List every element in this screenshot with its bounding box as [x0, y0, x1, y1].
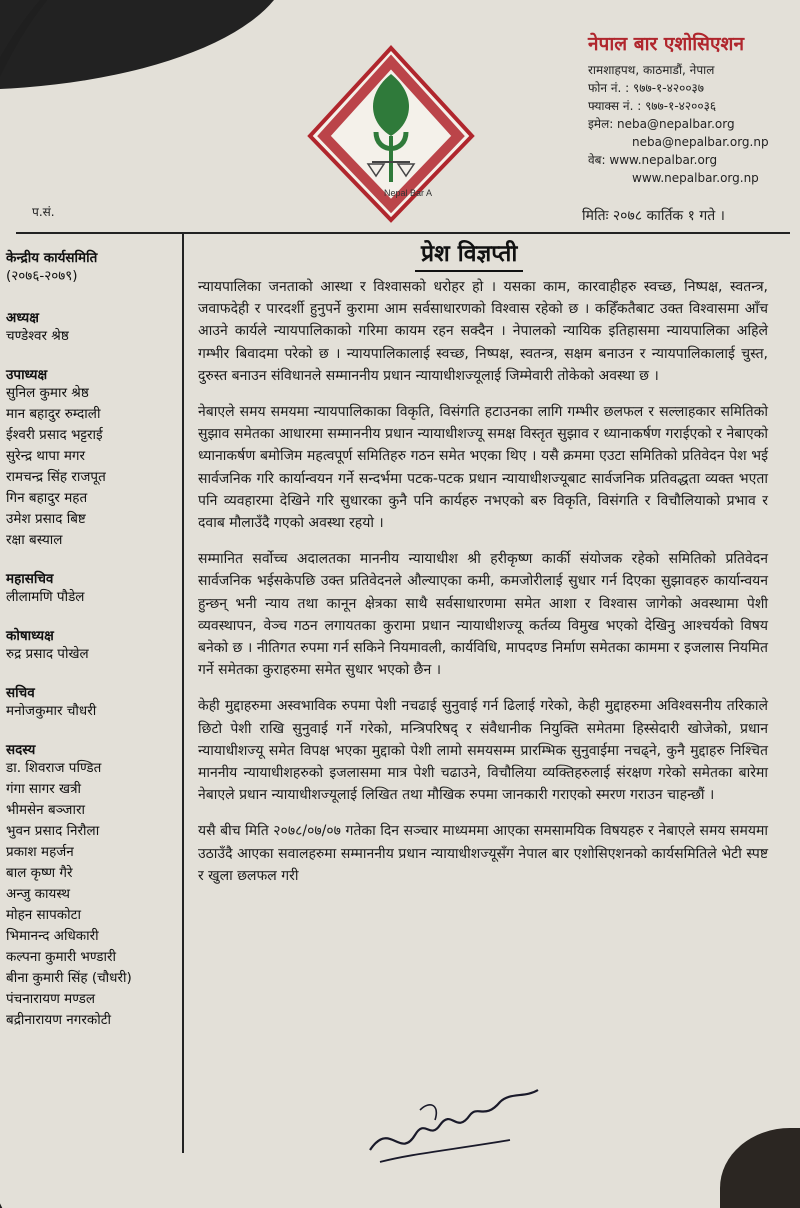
member-name: गंगा सागर खत्री — [6, 781, 82, 797]
member-name: डा. शिवराज पण्डित — [6, 760, 102, 776]
body-paragraph: नेबाएले समय समयमा न्यायपालिकाका विकृति, विसंगति हटाउनका लागि गम्भीर छलफल र सल्लाहकार समितिको सुझाव समेतका आधारमा सम्माननीय प्रधान न्यायाधीशज्यू समक्ष विस्तृत सुझाव र ध्यानाकर्षण गराईएको र नेबाएको ध्यानाकर्षण बमोजिम महत्वपूर्ण समितिहरु गठन समेत भएका थिए । यसै क्रममा एउटा समितिको प्रतिवेदन पेश भई सार्वजनिक गरि कार्यान्वयन गर्ने सन्दर्भमा पटक-पटक प्रधान न्यायाधीशज्यूबाट सार्वजनिक प्रतिवद्धता व्यक्त भएता पनि व्यवहारमा देखिने गरि सुधारका कुनै पनि कार्यहरु नभएको बरु विकृति, विसंगति र विचौलियाको प्रभाव र दवाब मौलाउँदै गएको अवस्था रहयो । — [198, 404, 768, 532]
org-phone: फोन नं. : ९७७-१-४२००३७ — [588, 81, 705, 95]
body-paragraph: न्यायपालिका जनताको आस्था र विश्वासको धरोहर हो । यसका काम, कारवाहीहरु स्वच्छ, निष्पक्ष, स्वतन्त्र, जवाफदेही र पारदर्शी हुनुपर्ने कुरामा आम सर्वसाधारणको विश्वास रहेको छ । कहिँकतैबाट उक्त विश्वासमा आँच आउने कार्यले न्यायपालिकाको गरिमा कायम रहन सक्दैन । नेपालको न्यायिक इतिहासमा न्यायपालिका अहिले गम्भीर बिवादमा परेको छ । न्यायपालिकालाई स्वच्छ, निष्पक्ष, स्वतन्त्र, सक्षम बनाउन र न्यायपालिकालाई चुस्त, दुरुस्त बनाउन संविधानले सम्माननीय प्रधान न्यायाधीशज्यूलाई जिम्मेवारी तोकेको अवस्था छ । — [198, 279, 768, 384]
treasurer-group — [6, 626, 181, 665]
member-name: मोहन सापकोटा — [6, 907, 81, 923]
member-name: अन्जु कायस्थ — [6, 886, 70, 902]
org-website: वेब: www.nepalbar.org — [588, 153, 718, 167]
chair-label: अध्यक्ष — [6, 310, 39, 326]
letterhead — [588, 30, 788, 188]
press-release-body — [198, 276, 768, 901]
vice-chair-label: उपाध्यक्ष — [6, 367, 48, 383]
vice-chair-group — [6, 365, 181, 551]
org-email-alt: neba@nepalbar.org.np — [632, 135, 769, 149]
secretary-group — [6, 683, 181, 722]
secretary-label: सचिव — [6, 685, 35, 701]
letter-date: मितिः २०७८ कार्तिक १ गते । — [582, 208, 725, 224]
member-name: भुवन प्रसाद निरौला — [6, 823, 100, 839]
vice-chair-name: ईश्वरी प्रसाद भट्टराई — [6, 427, 103, 443]
body-paragraph: सम्मानित सर्वोच्च अदालतका माननीय न्यायाधीश श्री हरीकृष्ण कार्की संयोजक रहेको समितिको प्रतिवेदन सार्वजनिक भईसकेपछि उक्त प्रतिवेदनले औल्याएका कमी, कमजोरीलाई सुधार गर्न दिएका सुझावहरु कार्यान्वयन हुन्छन् भनी न्याय तथा कानून क्षेत्रका साथै सर्वसाधारणमा समेत आशा र विश्वास जागेको अवस्थामा पेशी व्यवस्थापन, वेञ्च गठन लगायतका कुरामा प्रधान न्यायाधीशज्यू कर्तव्य विमुख भएको देखिनु आश्चर्यको विषय बनेको छ । नीतिगत रुपमा गर्न सकिने नियमावली, कार्यविधि, मापदण्ड निर्माण समेतका काममा र इजलास नियमित गर्ने समेतका कुराहरुमा समेत सुधार भएको छैन । — [198, 551, 768, 679]
chair-group — [6, 308, 181, 347]
org-website-alt: www.nepalbar.org.np — [632, 171, 759, 185]
header-divider — [16, 232, 790, 234]
treasurer-name: रुद्र प्रसाद पोखेल — [6, 646, 89, 662]
vice-chair-name: रक्षा बस्याल — [6, 532, 63, 548]
corner-shadow-bottom — [720, 1128, 800, 1208]
org-email: इमेल: neba@nepalbar.org — [588, 117, 735, 131]
vice-chair-name: सुरेन्द्र थापा मगर — [6, 448, 86, 464]
vice-chair-name: उमेश प्रसाद बिष्ट — [6, 511, 86, 527]
org-fax: फ्याक्स नं. : ९७७-१-४२००३६ — [588, 99, 717, 113]
member-name: प्रकाश महर्जन — [6, 844, 74, 860]
logo-text: Nepal Bar A — [384, 188, 433, 198]
chair-name: चण्डेश्वर श्रेष्ठ — [6, 328, 69, 344]
members-label: सदस्य — [6, 742, 36, 758]
committee-title: केन्द्रीय कार्यसमिति — [6, 250, 98, 266]
member-name: पंचनारायण मण्डल — [6, 991, 95, 1007]
vice-chair-name: गिन बहादुर महत — [6, 490, 88, 506]
member-name: बाल कृष्ण गैरे — [6, 865, 73, 881]
vice-chair-name: रामचन्द्र सिंह राजपूत — [6, 469, 106, 485]
treasurer-label: कोषाध्यक्ष — [6, 628, 54, 644]
member-name: कल्पना कुमारी भण्डारी — [6, 949, 116, 965]
committee-term: (२०७६-२०७९) — [6, 268, 78, 284]
press-release-title: प्रेश विज्ञप्ती — [415, 236, 523, 272]
committee-sidebar — [6, 244, 181, 1049]
sidebar-divider — [182, 233, 184, 1153]
general-secretary-name: लीलामणि पौडेल — [6, 589, 85, 605]
org-name: नेपाल बार एशोसिएशन — [588, 33, 744, 55]
general-secretary-label: महासचिव — [6, 571, 54, 587]
members-group — [6, 740, 181, 1031]
handwritten-signature-icon — [360, 1080, 550, 1170]
nepal-bar-logo-icon — [306, 44, 476, 224]
body-paragraph: केही मुद्दाहरुमा अस्वभाविक रुपमा पेशी नचढाई सुनुवाई गर्न ढिलाई गरेको, केही मुद्दाहरुमा अविश्वसनीय तरिकाले छिटो पेशी राखि सुनुवाई गर्ने गरेको, मन्त्रिपरिषद् र संवैधानीक नियुक्ति समेतमा हिस्सेदारी खोजेको, प्रधान न्यायाधीशज्यू समेत विपक्ष भएका मुद्दाको पेशी लामो समयसम्म प्रारम्भिक सुनुवाईमा नचढ्ने, कुनै मुद्दाहरु निश्चित माननीय न्यायाधीशहरुको इजलासमा मात्र पेशी चढाउने, विचौलिया व्यक्तिहरुलाई संरक्षण गरेको समेतका बारेमा नेबाएले प्रधान न्यायाधीशज्यूलाई लिखित तथा मौखिक रुपमा जानकारी गराएको स्मरण गराउन चाहन्छौं । — [198, 698, 768, 804]
reference-number-label: प.सं. — [32, 205, 55, 219]
org-address: रामशाहपथ, काठमाडौं, नेपाल — [588, 63, 715, 77]
member-name: भिमानन्द अधिकारी — [6, 928, 99, 944]
member-name: भीमसेन बञ्जारा — [6, 802, 85, 818]
vice-chair-name: सुनिल कुमार श्रेष्ठ — [6, 385, 89, 401]
member-name: बीना कुमारी सिंह (चौधरी) — [6, 970, 132, 986]
vice-chair-name: मान बहादुर रुम्दाली — [6, 406, 101, 422]
secretary-name: मनोजकुमार चौधरी — [6, 703, 97, 719]
member-name: बद्रीनारायण नगरकोटी — [6, 1012, 112, 1028]
general-secretary-group — [6, 569, 181, 608]
body-paragraph: यसै बीच मिति २०७८/०७/०७ गतेका दिन सञ्चार माध्यममा आएका समसामयिक विषयहरु र नेबाएले समय समयमा उठाउँदै आएका सवालहरुमा सम्माननीय प्रधान न्यायाधीशज्यूसँग नेपाल बार एशोसिएशनको कार्यसमितिले भेटी स्पष्ट र खुला छलफल गरी — [198, 823, 768, 884]
